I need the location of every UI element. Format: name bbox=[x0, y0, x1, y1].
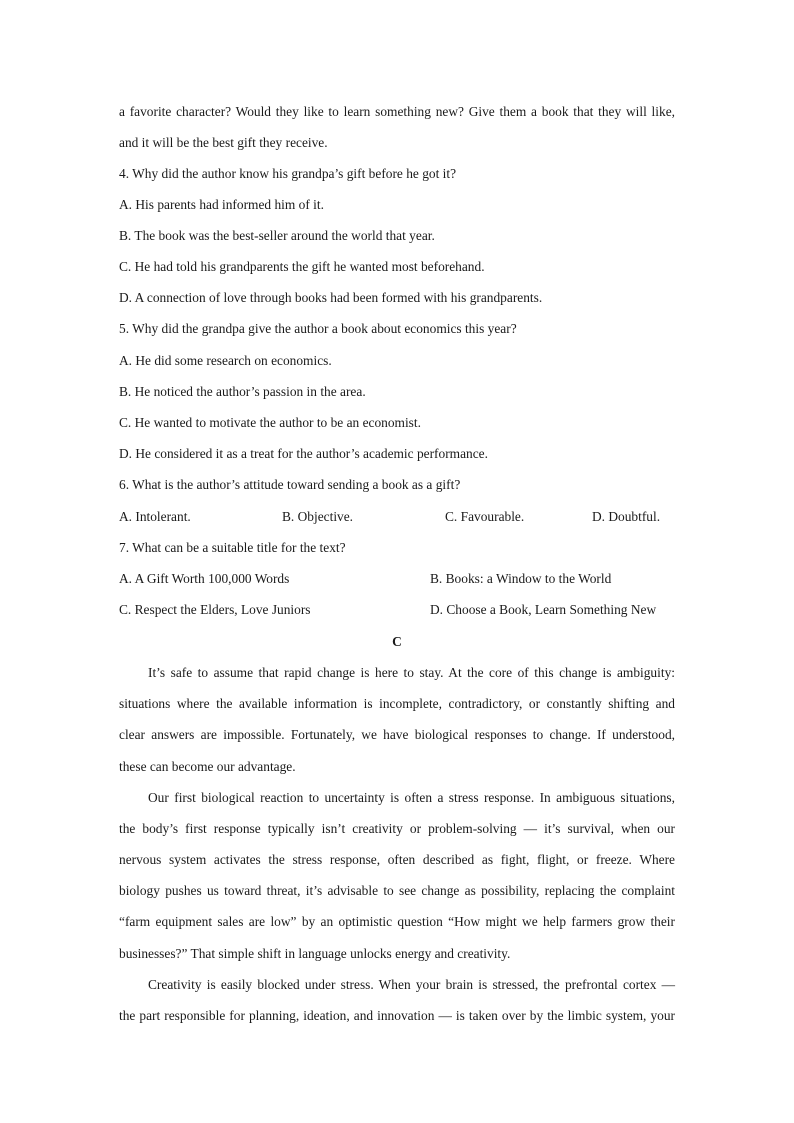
paragraph-3-line: the part responsible for planning, ideation, and innovation — is taken over by the limbic system, your bbox=[119, 1008, 675, 1023]
paragraph-1-line: It’s safe to assume that rapid change is here to stay. At the core of this change is ambiguity: bbox=[148, 665, 675, 680]
paragraph-1-line: situations where the available information is incomplete, contradictory, or constantly shifting and bbox=[119, 696, 675, 711]
passage-b-line: and it will be the best gift they receive. bbox=[119, 135, 328, 150]
question-6-option-d: D. Doubtful. bbox=[592, 509, 661, 524]
question-4-option-d: D. A connection of love through books had been formed with his grandparents. bbox=[119, 290, 543, 305]
question-6-option-a: A. Intolerant. bbox=[119, 509, 191, 524]
question-7-option-b: B. Books: a Window to the World bbox=[430, 571, 612, 586]
paragraph-3-line: Creativity is easily blocked under stress. When your brain is stressed, the prefrontal cortex — bbox=[148, 977, 675, 992]
question-6-stem: 6. What is the author’s attitude toward sending a book as a gift? bbox=[119, 477, 461, 492]
paragraph-2-line: the body’s first response typically isn’t creativity or problem-solving — it’s survival, when our bbox=[119, 821, 675, 836]
question-6-option-c: C. Favourable. bbox=[445, 509, 525, 524]
question-6-option-b: B. Objective. bbox=[282, 509, 354, 524]
question-5-option-d: D. He considered it as a treat for the author’s academic performance. bbox=[119, 446, 488, 461]
question-7-stem: 7. What can be a suitable title for the text? bbox=[119, 540, 346, 555]
question-5-option-c: C. He wanted to motivate the author to be an economist. bbox=[119, 415, 421, 430]
passage-b-line: a favorite character? Would they like to learn something new? Give them a book that they will like, bbox=[119, 104, 675, 119]
question-5-stem: 5. Why did the grandpa give the author a book about economics this year? bbox=[119, 321, 517, 336]
question-5-option-a: A. He did some research on economics. bbox=[119, 353, 332, 368]
section-c-heading: C bbox=[392, 634, 402, 649]
question-5-option-b: B. He noticed the author’s passion in the area. bbox=[119, 384, 366, 399]
paragraph-1-line: clear answers are impossible. Fortunately, we have biological responses to change. If understood, bbox=[119, 727, 675, 742]
question-7-option-c: C. Respect the Elders, Love Juniors bbox=[119, 602, 311, 617]
question-4-stem: 4. Why did the author know his grandpa’s gift before he got it? bbox=[119, 166, 457, 181]
question-7-option-a: A. A Gift Worth 100,000 Words bbox=[119, 571, 290, 586]
question-7-option-d: D. Choose a Book, Learn Something New bbox=[430, 602, 657, 617]
question-4-option-c: C. He had told his grandparents the gift he wanted most beforehand. bbox=[119, 259, 485, 274]
question-4-option-b: B. The book was the best-seller around the world that year. bbox=[119, 228, 435, 243]
paragraph-2-line: nervous system activates the stress response, often described as fight, flight, or freeze. Where bbox=[119, 852, 675, 867]
paragraph-2-line: biology pushes us toward threat, it’s advisable to see change as possibility, replacing the complaint bbox=[119, 883, 675, 898]
paragraph-2-line: businesses?” That simple shift in language unlocks energy and creativity. bbox=[119, 946, 511, 961]
paragraph-1-line: these can become our advantage. bbox=[119, 759, 296, 774]
paragraph-2-line: “farm equipment sales are low” by an optimistic question “How might we help farmers grow their bbox=[119, 914, 675, 929]
question-4-option-a: A. His parents had informed him of it. bbox=[119, 197, 324, 212]
paragraph-2-line: Our first biological reaction to uncertainty is often a stress response. In ambiguous situations, bbox=[148, 790, 675, 805]
